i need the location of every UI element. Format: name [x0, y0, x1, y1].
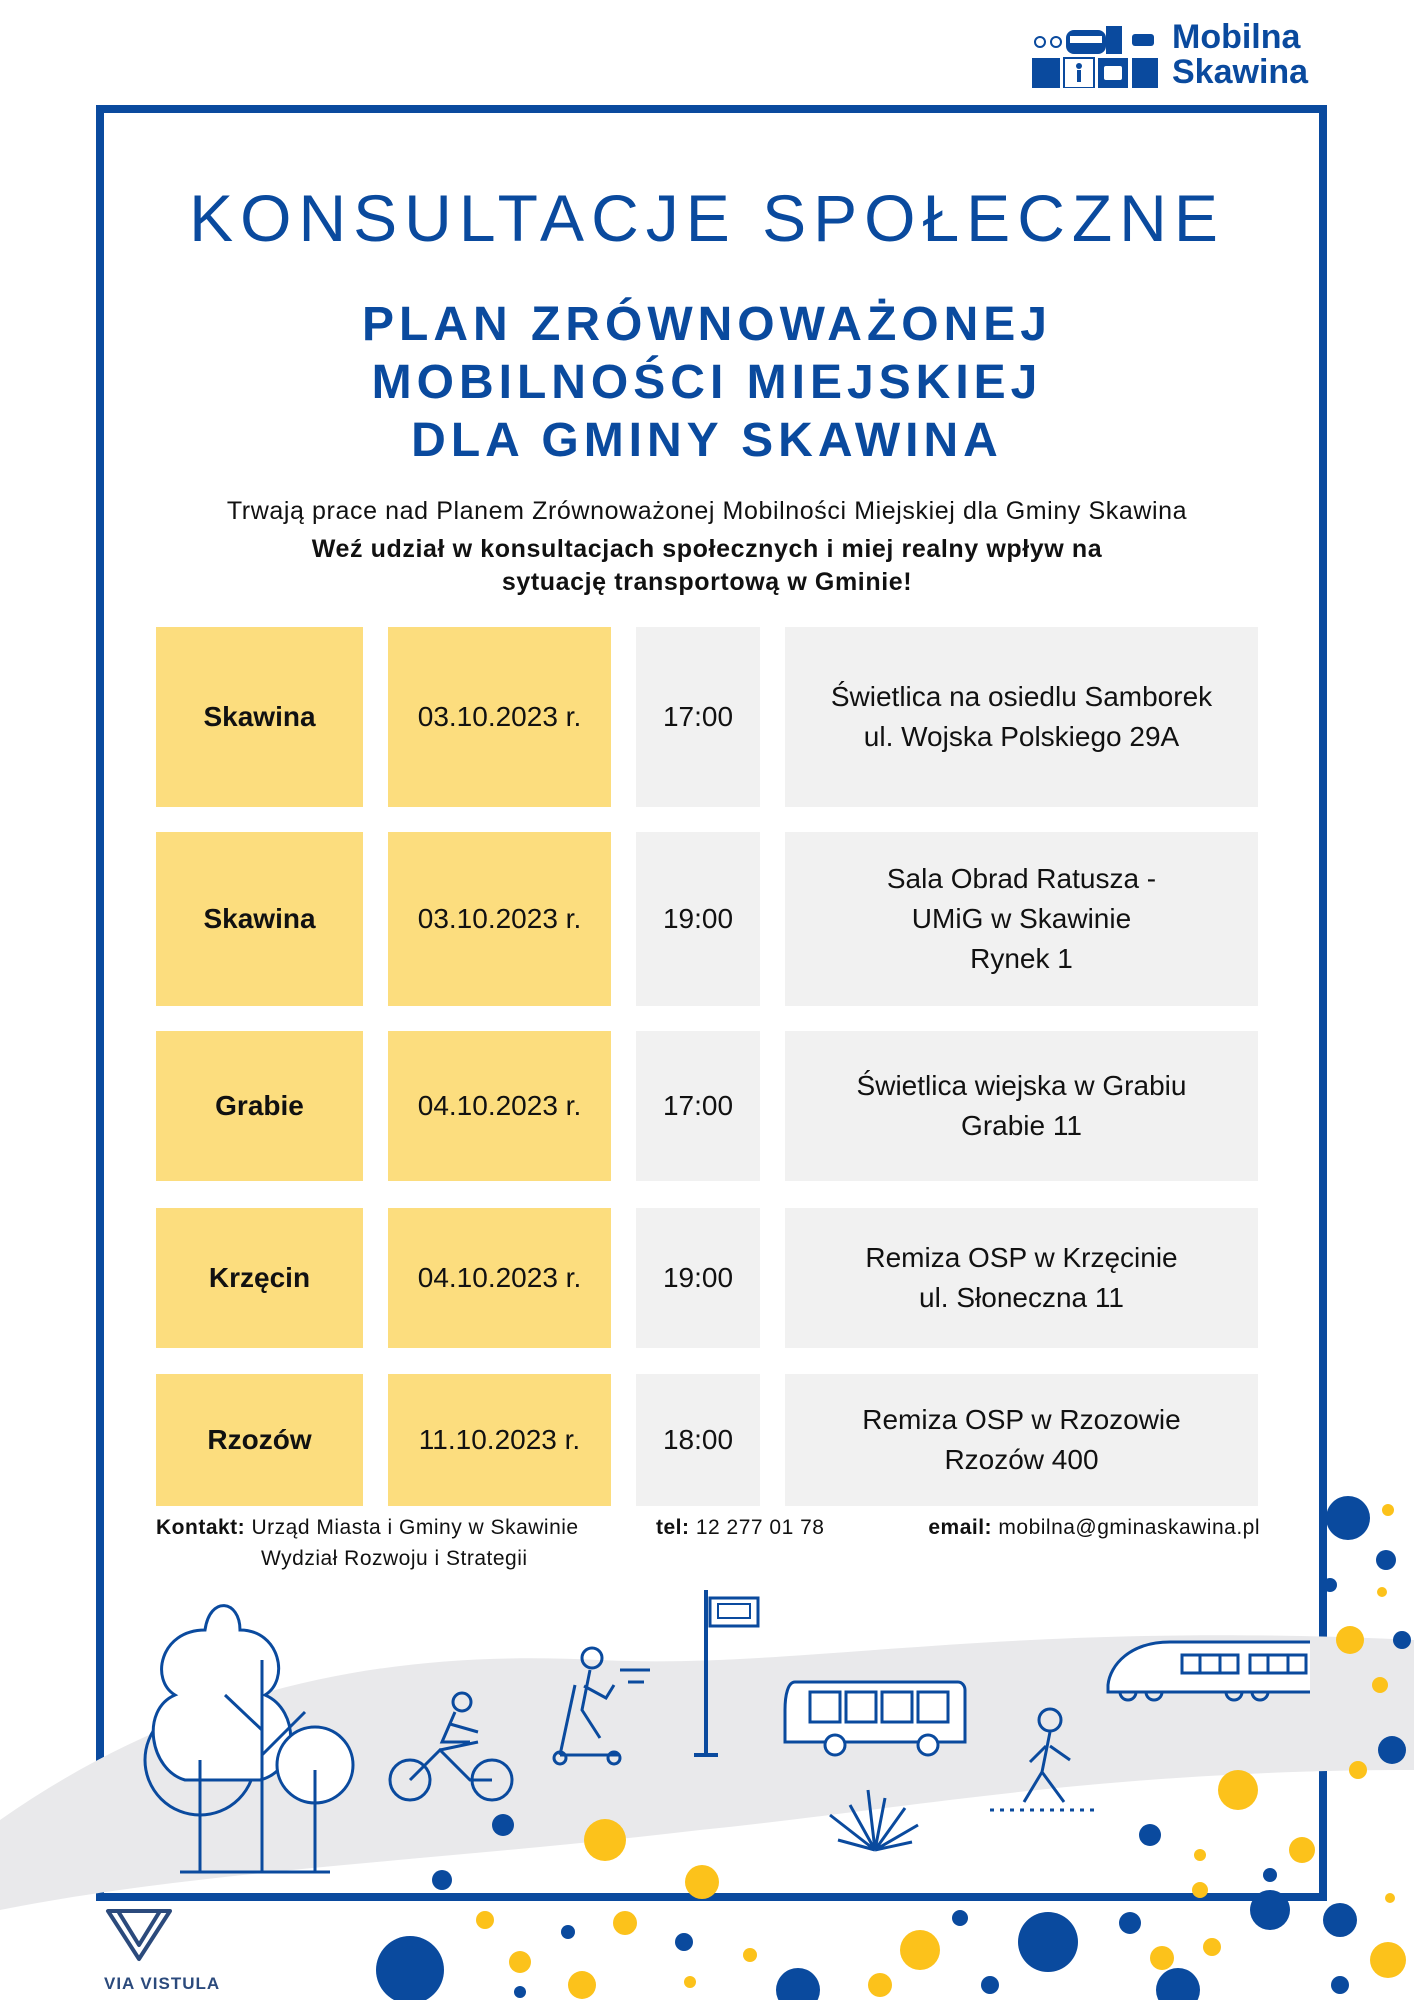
place-line: Świetlica na osiedlu Samborek: [830, 681, 1213, 712]
place-line: Świetlica wiejska w Grabiu: [856, 1070, 1187, 1101]
page-title: KONSULTACJE SPOŁECZNE: [189, 181, 1225, 255]
contact-email[interactable]: mobilna@gminaskawina.pl: [998, 1516, 1260, 1539]
email-label: email:: [928, 1516, 993, 1539]
tel-label: tel:: [656, 1516, 690, 1539]
via-vistula-text: VIA VISTULA: [104, 1974, 221, 1993]
mobilna-skawina-logo: [1032, 20, 1322, 90]
contact-label: Kontakt:: [156, 1516, 246, 1539]
contact-phone[interactable]: 12 277 01 78: [695, 1516, 825, 1539]
call-to-action: [0, 533, 1414, 599]
mobility-logo-icon: [1032, 26, 1158, 88]
meeting-time: 19:00: [636, 1208, 760, 1348]
train-icon: [1108, 1642, 1310, 1700]
place-line: Grabie 11: [961, 1110, 1082, 1141]
meeting-date: 03.10.2023 r.: [388, 627, 611, 807]
meeting-time: 19:00: [636, 832, 760, 1006]
meeting-city: Grabie: [156, 1031, 363, 1181]
subtitle-line-3: DLA GMINY SKAWINA: [411, 414, 1003, 467]
cta-line-1: Weź udział w konsultacjach społecznych i miej realny wpływ na: [311, 535, 1103, 563]
subtitle-line-2: MOBILNOŚCI MIEJSKIEJ: [371, 356, 1043, 409]
contact-department: Wydział Rozwoju i Strategii: [261, 1547, 528, 1570]
page-subtitle: [0, 296, 1414, 470]
meeting-time: 17:00: [636, 627, 760, 807]
meeting-place: [785, 832, 1258, 1006]
logo-line-2: Skawina: [1172, 53, 1309, 91]
logo-text: [1172, 20, 1308, 90]
meeting-date: 03.10.2023 r.: [388, 832, 611, 1006]
place-line: Rynek 1: [970, 943, 1073, 974]
contact-organization: Urząd Miasta i Gminy w Skawinie: [251, 1516, 579, 1539]
meeting-place: [785, 1031, 1258, 1181]
meeting-date: 04.10.2023 r.: [388, 1208, 611, 1348]
place-line: ul. Wojska Polskiego 29A: [863, 721, 1180, 752]
place-line: Sala Obrad Ratusza -: [886, 863, 1157, 894]
meeting-city: Krzęcin: [156, 1208, 363, 1348]
meeting-date: 11.10.2023 r.: [388, 1374, 611, 1506]
place-line: Remiza OSP w Rzozowie: [862, 1404, 1181, 1435]
place-line: Remiza OSP w Krzęcinie: [865, 1242, 1178, 1273]
place-line: Rzozów 400: [944, 1444, 1099, 1475]
via-vistula-logo: [104, 1905, 244, 1995]
subtitle-line-1: PLAN ZRÓWNOWAŻONEJ: [362, 298, 1052, 351]
meeting-time: 18:00: [636, 1374, 760, 1506]
logo-line-1: Mobilna: [1172, 18, 1301, 56]
intro-text: Trwają prace nad Planem Zrównoważonej Mobilności Miejskiej dla Gminy Skawina: [226, 497, 1188, 525]
cta-line-2: sytuację transportową w Gminie!: [501, 568, 913, 596]
meeting-place: [785, 627, 1258, 807]
place-line: ul. Słoneczna 11: [919, 1282, 1124, 1313]
meeting-city: Skawina: [156, 627, 363, 807]
meeting-date: 04.10.2023 r.: [388, 1031, 611, 1181]
meeting-time: 17:00: [636, 1031, 760, 1181]
place-line: UMiG w Skawinie: [911, 903, 1132, 934]
meeting-place: [785, 1208, 1258, 1348]
via-vistula-icon: [104, 1905, 174, 1965]
meeting-city: Rzozów: [156, 1374, 363, 1506]
meeting-city: Skawina: [156, 832, 363, 1006]
